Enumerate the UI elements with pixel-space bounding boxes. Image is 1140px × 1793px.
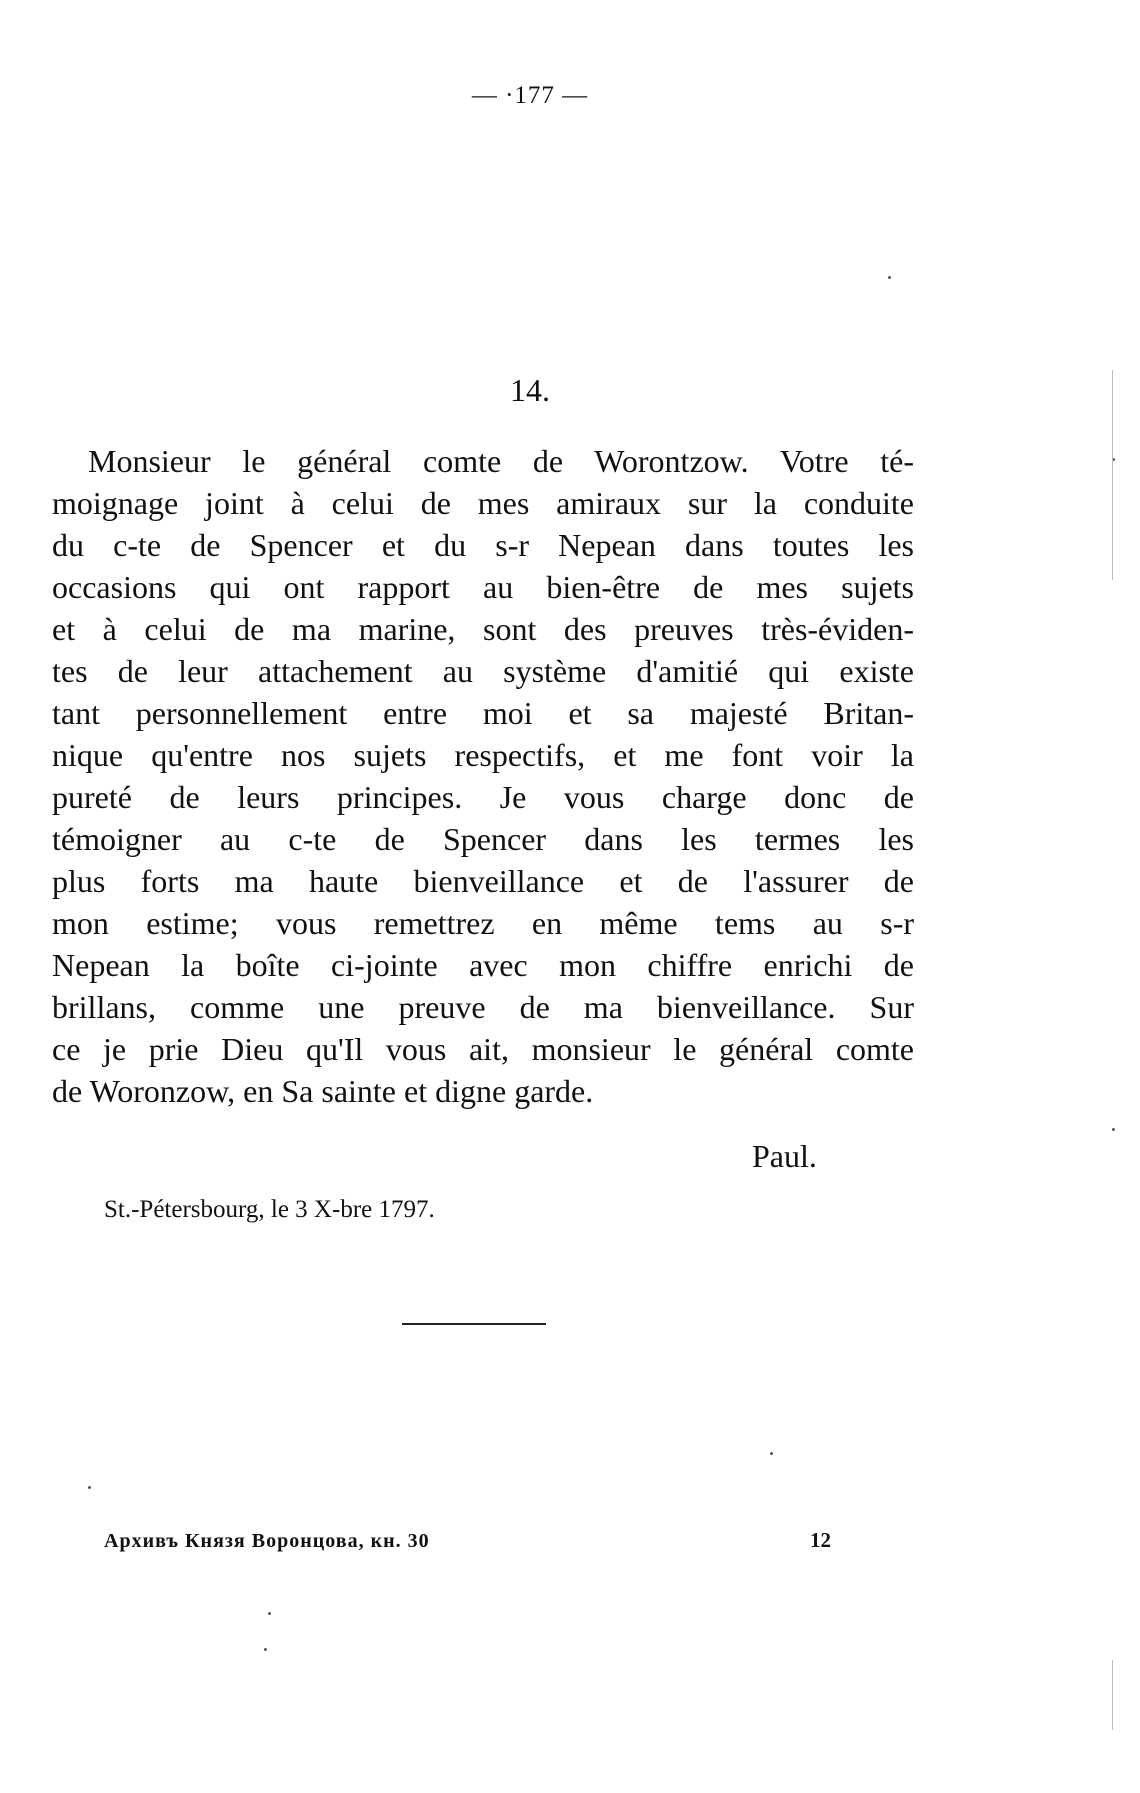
body-line: Monsieur le général comte de Worontzow. Votre té-	[88, 443, 914, 479]
scan-speck	[268, 1612, 271, 1615]
scan-margin-line	[1112, 370, 1113, 580]
scan-speck	[888, 276, 891, 279]
scan-speck	[264, 1648, 267, 1651]
scan-speck	[1112, 1128, 1115, 1131]
section-divider	[402, 1323, 546, 1325]
page-number: — ·177 —	[471, 82, 589, 109]
scan-margin-line	[1112, 1660, 1113, 1730]
body-line: et à celui de ma marine, sont des preuves très-éviden-	[52, 611, 914, 647]
scan-speck	[770, 1452, 773, 1455]
body-line: témoigner au c-te de Spencer dans les termes les	[52, 821, 914, 857]
body-line: Nepean la boîte ci-jointe avec mon chiffre enrichi de	[52, 947, 914, 983]
body-line: de Woronzow, en Sa sainte et digne garde.	[52, 1073, 594, 1109]
body-line: ce je prie Dieu qu'Il vous ait, monsieur le général comte	[52, 1031, 914, 1067]
body-line: nique qu'entre nos sujets respectifs, et me font voir la	[52, 737, 914, 773]
body-line: plus forts ma haute bienveillance et de l'assurer de	[52, 863, 914, 899]
body-line: mon estime; vous remettrez en même tems au s-r	[52, 905, 914, 941]
footer-title: Архивъ Князя Воронцова, кн. 30	[104, 1530, 430, 1552]
body-line: brillans, comme une preuve de ma bienveillance. Sur	[52, 989, 914, 1025]
body-line: tes de leur attachement au système d'amitié qui existe	[52, 653, 914, 689]
body-line: du c-te de Spencer et du s-r Nepean dans toutes les	[52, 527, 914, 563]
body-line: tant personnellement entre moi et sa majesté Britan-	[52, 695, 914, 731]
letter-number: 14.	[510, 372, 550, 408]
body-line: occasions qui ont rapport au bien-être de mes sujets	[52, 569, 914, 605]
letter-body	[52, 440, 914, 1112]
signature: Paul.	[752, 1138, 817, 1174]
body-line: pureté de leurs principes. Je vous charge donc de	[52, 779, 914, 815]
scan-speck	[88, 1486, 91, 1489]
footer-signature-mark: 12	[810, 1528, 831, 1552]
body-line: moignage joint à celui de mes amiraux sur la conduite	[52, 485, 914, 521]
dateline: St.-Pétersbourg, le 3 X-bre 1797.	[104, 1196, 435, 1223]
